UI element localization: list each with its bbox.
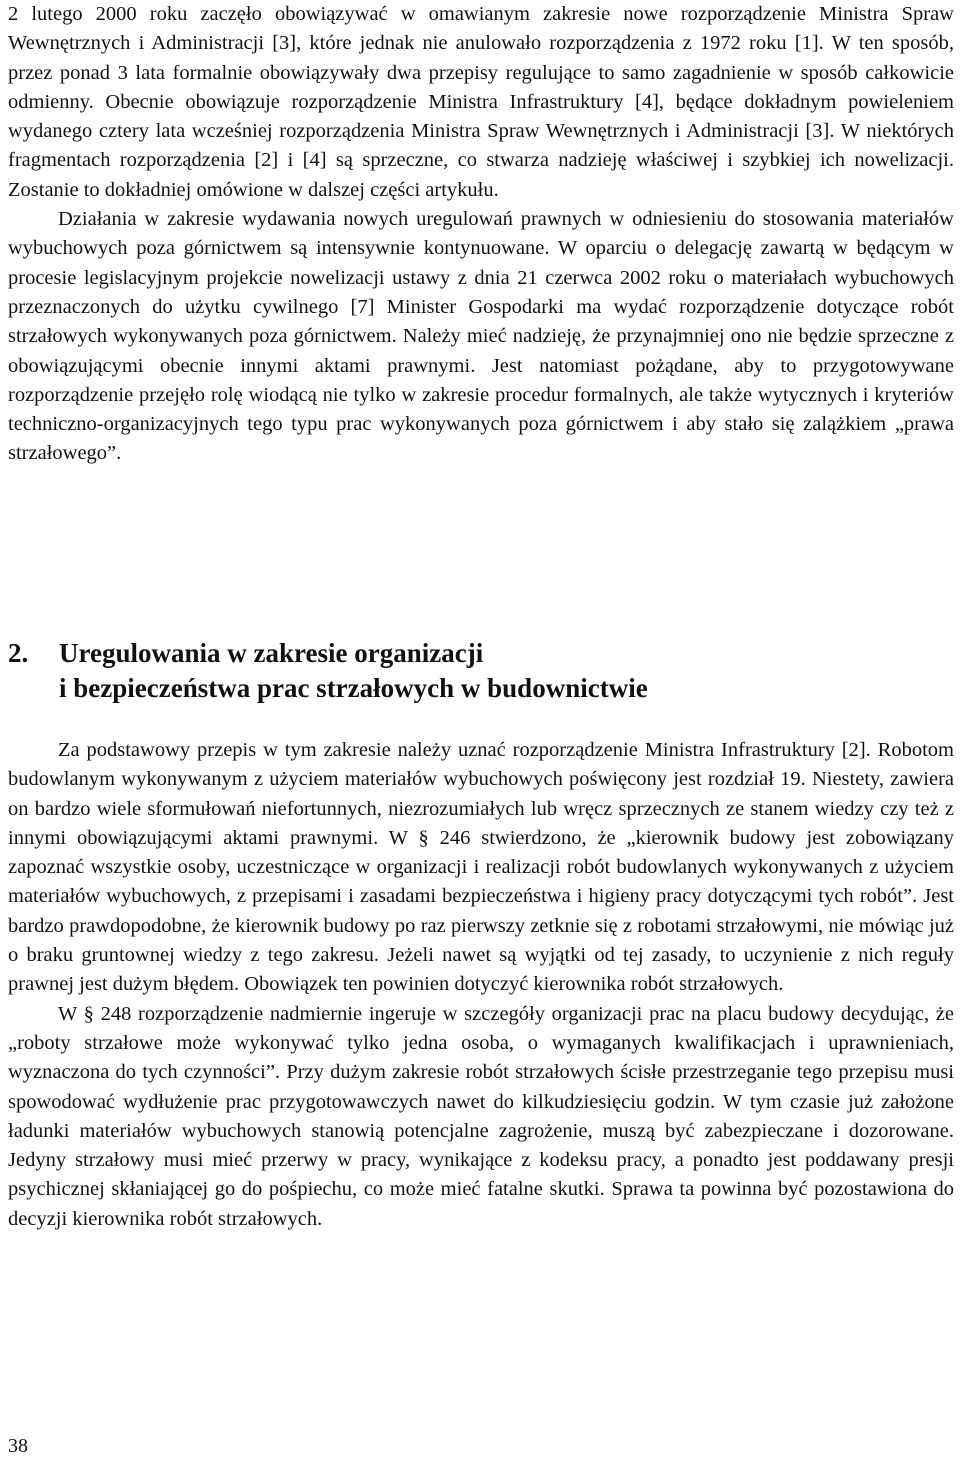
section-title-line: i bezpieczeństwa prac strzałowych w budownictwie [59,673,648,703]
page-number: 38 [8,1435,28,1457]
paragraph: W § 248 rozporządzenie nadmiernie ingeruje w szczegóły organizacji prac na placu budowy decydując, że „roboty strzałowe może wykonywać tylko jedna osoba, o wymaganych kwalifikacjach i uprawnieniach, wyznaczona do tych czynności”. Przy dużym zakresie robót strzałowych ścisłe przestrzeganie tego przepisu musi spowodować wydłużenie prac przygotowawczych nawet do kilkudziesięciu godzin. W tym czasie już założone ładunki materiałów wybuchowych stanowią potencjalne zagrożenie, muszą być zabezpieczane i dozorowane. Jedyny strzałowy musi mieć przerwy w pracy, wynikające z kodeksu pracy, a ponadto jest poddawany presji psychicznej skłaniającej go do pośpiechu, co może mieć fatalne skutki. Sprawa ta powinna być pozostawiona do decyzji kierownika robót strzałowych. [8,1002,954,1230]
section-title [59,636,948,706]
section-number: 2. [8,638,29,668]
body-text-top [8,0,954,469]
body-text-bottom [8,736,954,1234]
paragraph: Działania w zakresie wydawania nowych uregulowań prawnych w odniesieniu do stosowania materiałów wybuchowych poza górnictwem są intensywnie kontynuowane. W oparciu o delegację zawartą w będącym w procesie legislacyjnym projekcie nowelizacji ustawy z dnia 21 czerwca 2002 roku o materiałach wybuchowych przeznaczonych do użytku cywilnego [7] Minister Gospodarki ma wydać rozporządzenie dotyczące robót strzałowych wykonywanych poza górnictwem. Należy mieć nadzieję, że przynajmniej ono nie będzie sprzeczne z obowiązującymi obecnie innymi aktami prawnymi. Jest natomiast pożądane, aby to przygotowywane rozporządzenie przejęło rolę wiodącą nie tylko w zakresie procedur formalnych, ale także wytycznych i kryteriów techniczno-organizacyjnych tego typu prac wykonywanych poza górnictwem i aby stało się zalążkiem „prawa strzałowego”. [8,208,954,465]
section-title-line: Uregulowania w zakresie organizacji [59,638,484,668]
paragraph: 2 lutego 2000 roku zaczęło obowiązywać w omawianym zakresie nowe rozporządzenie Ministra Spraw Wewnętrznych i Administracji [3], które jednak nie anulowało rozporządzenia z 1972 roku [1]. W ten sposób, przez ponad 3 lata formalnie obowiązywały dwa przepisy regulujące to samo zagadnienie w sposób całkowicie odmienny. Obecnie obowiązuje rozporządzenie Ministra Infrastruktury [4], będące dokładnym powieleniem wydanego cztery lata wcześniej rozporządzenia Ministra Spraw Wewnętrznych i Administracji [3]. W niektórych fragmentach rozporządzenia [2] i [4] są sprzeczne, co stwarza nadzieję właściwej i szybkiej ich nowelizacji. Zostanie to dokładniej omówione w dalszej części artykułu. [8,3,954,201]
paragraph: Za podstawowy przepis w tym zakresie należy uznać rozporządzenie Ministra Infrastruktury [2]. Robotom budowlanym wykonywanym z użyciem materiałów wybuchowych poświęcony jest rozdział 19. Niestety, zawiera on bardzo wiele sformułowań niefortunnych, niezrozumiałych lub wręcz sprzecznych ze stanem wiedzy czy też z innymi obowiązującymi aktami prawnymi. W § 246 stwierdzono, że „kierownik budowy jest zobowiązany zapoznać wszystkie osoby, uczestniczące w organizacji i realizacji robót budowlanych wykonywanych z użyciem materiałów wybuchowych, z przepisami i zasadami bezpieczeństwa i higieny pracy dotyczącymi tych robót”. Jest bardzo prawdopodobne, że kierownik budowy po raz pierwszy zetknie się z robotami strzałowymi, nie mówiąc już o braku gruntownej wiedzy z tego zakresu. Jeżeli nawet są wyjątki od tej zasady, to uczynienie z nich reguły prawnej jest dużym błędem. Obowiązek ten powinien dotyczyć kierownika robót strzałowych. [8,739,954,996]
section-heading [8,636,948,706]
